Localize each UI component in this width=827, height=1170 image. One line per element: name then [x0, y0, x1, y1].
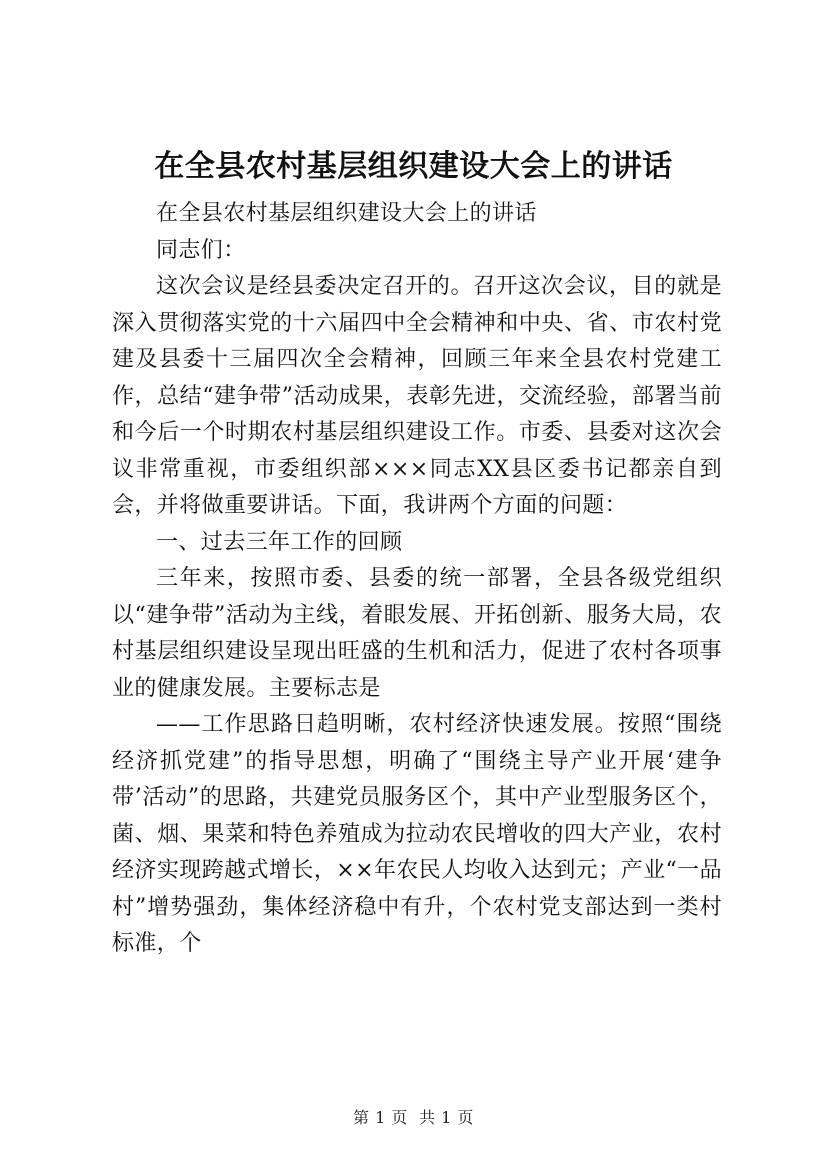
- subtitle-paragraph: 在全县农村基层组织建设大会上的讲话: [156, 201, 537, 226]
- document-title: 在全县农村基层组织建设大会上的讲话: [154, 149, 673, 184]
- page-number-label: 第 1 页 共 1 页: [353, 1108, 474, 1127]
- achievement-paragraph: ——工作思路日趋明晰，农村经济快速发展。按照“围绕经济抓党建”的指导思想，明确了“围绕主导产业开展‘建争带’活动”的思路，共建党员服务区个，其中产业型服务区个，菌、烟、果菜和特色养殖成为拉动农民增收的四大产业，农村经济实现跨越式增长，××年农民人均收入达到元；产业“一品村”增势强劲，集体经济稳中有升，个农村党支部达到一类村标准，个: [112, 712, 722, 956]
- intro-paragraph: 这次会议是经县委决定召开的。召开这次会议，目的就是深入贯彻落实党的十六届四中全会精神和中央、省、市农村党建及县委十三届四次全会精神，回顾三年来全县农村党建工作，总结“建争带”活动成果，表彰先进，交流经验，部署当前和今后一个时期农村基层组织建设工作。市委、县委对这次会议非常重视，市委组织部×××同志XX县区委书记都亲自到会，并将做重要讲话。下面，我讲两个方面的问题：: [112, 274, 722, 518]
- review-paragraph: 三年来，按照市委、县委的统一部署，全县各级党组织以“建争带”活动为主线，着眼发展、开拓创新、服务大局，农村基层组织建设呈现出旺盛的生机和活力，促进了农村各项事业的健康发展。主要标志是: [112, 566, 722, 701]
- document-body: [112, 196, 722, 963]
- section-heading: 一、过去三年工作的回顾: [156, 529, 403, 555]
- page-footer: [0, 1107, 827, 1129]
- salutation-paragraph: 同志们：: [156, 237, 246, 263]
